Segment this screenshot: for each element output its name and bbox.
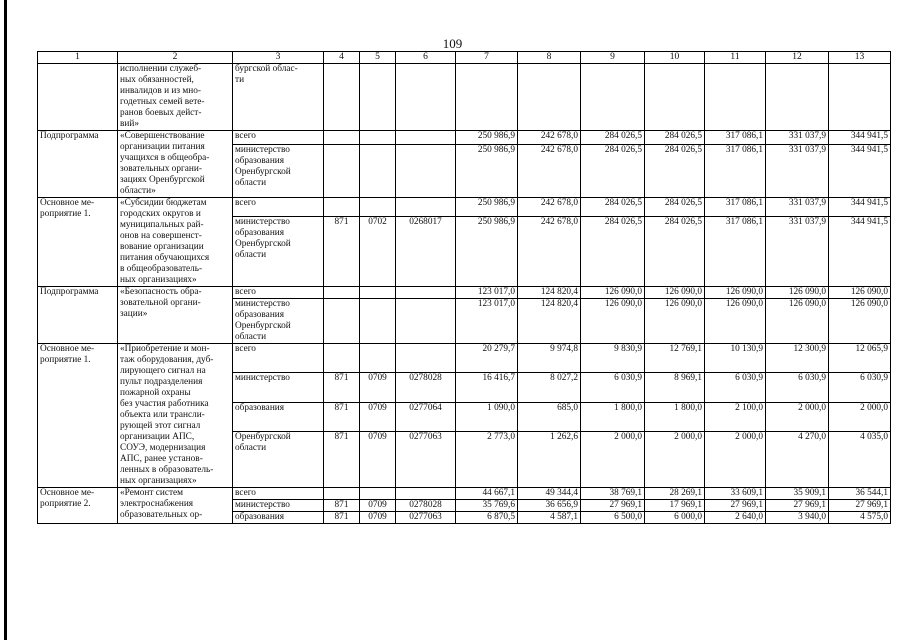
amount-cell: 284 026,5 (581, 145, 645, 198)
amount-cell: 6 030,9 (581, 373, 645, 402)
amount-cell: 6 030,9 (705, 373, 766, 402)
amount-cell: 284 026,5 (645, 216, 705, 286)
rz-pr-code: 0709 (360, 431, 396, 487)
amount-cell: 4 575,0 (829, 512, 891, 524)
executor-label: всего (233, 344, 324, 373)
grbs-code (324, 198, 360, 217)
item-name: «Совершенствование организации питания учащихся в общеобра- зовательных органи- зациях Оренбургской области» (118, 131, 233, 198)
page-number: 109 (442, 36, 463, 51)
column-header: 9 (581, 52, 645, 64)
csr-code: 0277063 (396, 431, 456, 487)
amount-cell: 16 416,7 (456, 373, 518, 402)
csr-code (396, 131, 456, 145)
amount-cell: 4 587,1 (518, 512, 581, 524)
amount-cell: 284 026,5 (645, 145, 705, 198)
rz-pr-code: 0709 (360, 402, 396, 431)
executor-label: образования (233, 512, 324, 524)
amount-cell: 12 065,9 (829, 344, 891, 373)
item-status: Подпрограмма (38, 287, 118, 344)
csr-code: 0268017 (396, 216, 456, 286)
grbs-code: 871 (324, 402, 360, 431)
amount-cell: 44 667,1 (456, 488, 518, 500)
table-row (38, 198, 891, 217)
grbs-code: 871 (324, 512, 360, 524)
rz-pr-code: 0709 (360, 500, 396, 512)
column-header: 13 (829, 52, 891, 64)
page-binding-line (4, 0, 7, 640)
item-name: исполнении служеб- ных обязанностей, инвалидов и из мно- годетных семей вете- ранов боевых дейст- вий» (118, 64, 233, 131)
csr-code: 0277063 (396, 512, 456, 524)
amount-cell: 6 870,5 (456, 512, 518, 524)
rz-pr-code (360, 344, 396, 373)
amount-cell: 284 026,5 (645, 198, 705, 217)
amount-cell: 8 027,2 (518, 373, 581, 402)
column-header: 2 (118, 52, 233, 64)
column-header: 7 (456, 52, 518, 64)
table-body (38, 52, 891, 524)
amount-cell: 317 086,1 (705, 131, 766, 145)
rz-pr-code (360, 299, 396, 344)
amount-cell: 331 037,9 (766, 145, 829, 198)
executor-label: министерство (233, 373, 324, 402)
amount-cell: 6 500,0 (581, 512, 645, 524)
amount-cell: 242 678,0 (518, 216, 581, 286)
item-name: «Приобретение и мон- таж оборудования, дуб- лирующего сигнал на пульт подразделения пожарной охраны без участия работника объекта или трансли- рующей этот сигнал организации АПС, СОУЭ, модернизация АПС, ранее установ- ленных в образователь- ных организациях» (118, 344, 233, 488)
amount-cell: 284 026,5 (645, 131, 705, 145)
rz-pr-code: 0709 (360, 373, 396, 402)
amount-cell: 317 086,1 (705, 216, 766, 286)
rz-pr-code (360, 287, 396, 299)
amount-cell: 9 830,9 (581, 344, 645, 373)
amount-cell: 124 820,4 (518, 287, 581, 299)
executor-label: министерство образования Оренбургской области (233, 145, 324, 198)
amount-cell: 20 279,7 (456, 344, 518, 373)
amount-cell: 126 090,0 (829, 299, 891, 344)
column-header: 8 (518, 52, 581, 64)
rz-pr-code (360, 488, 396, 500)
item-name: «Субсидии бюджетам городских округов и муниципальных рай- онов на совершенст- вование организации питания обучающихся в общеобразователь- ных организациях» (118, 198, 233, 287)
csr-code (396, 299, 456, 344)
executor-label: министерство образования Оренбургской области (233, 216, 324, 286)
amount-cell: 126 090,0 (766, 299, 829, 344)
amount-cell: 250 986,9 (456, 216, 518, 286)
amount-cell: 36 656,9 (518, 500, 581, 512)
empty-cell (396, 64, 456, 131)
empty-cell (766, 64, 829, 131)
header-row (38, 52, 891, 64)
amount-cell: 6 000,0 (645, 512, 705, 524)
amount-cell: 284 026,5 (581, 198, 645, 217)
grbs-code (324, 299, 360, 344)
amount-cell: 2 000,0 (705, 431, 766, 487)
executor-label: всего (233, 488, 324, 500)
item-status: Подпрограмма (38, 131, 118, 198)
amount-cell: 331 037,9 (766, 216, 829, 286)
grbs-code: 871 (324, 431, 360, 487)
table-row (38, 64, 891, 131)
amount-cell: 317 086,1 (705, 198, 766, 217)
amount-cell: 8 969,1 (645, 373, 705, 402)
amount-cell: 284 026,5 (581, 131, 645, 145)
amount-cell: 242 678,0 (518, 131, 581, 145)
amount-cell: 124 820,4 (518, 299, 581, 344)
amount-cell: 2 000,0 (829, 402, 891, 431)
empty-cell (456, 64, 518, 131)
empty-cell (829, 64, 891, 131)
grbs-code (324, 287, 360, 299)
column-header: 11 (705, 52, 766, 64)
empty-cell (645, 64, 705, 131)
amount-cell: 36 544,1 (829, 488, 891, 500)
amount-cell: 1 800,0 (645, 402, 705, 431)
amount-cell: 126 090,0 (766, 287, 829, 299)
amount-cell: 126 090,0 (581, 287, 645, 299)
executor-label: образования (233, 402, 324, 431)
column-header: 4 (324, 52, 360, 64)
rz-pr-code (360, 145, 396, 198)
executor-label: всего (233, 198, 324, 217)
amount-cell: 123 017,0 (456, 299, 518, 344)
grbs-code: 871 (324, 500, 360, 512)
amount-cell: 1 262,6 (518, 431, 581, 487)
amount-cell: 27 969,1 (766, 500, 829, 512)
amount-cell: 1 090,0 (456, 402, 518, 431)
amount-cell: 344 941,5 (829, 145, 891, 198)
amount-cell: 6 030,9 (766, 373, 829, 402)
column-header: 3 (233, 52, 324, 64)
empty-cell (518, 64, 581, 131)
amount-cell: 2 640,0 (705, 512, 766, 524)
csr-code (396, 344, 456, 373)
amount-cell: 4 270,0 (766, 431, 829, 487)
amount-cell: 250 986,9 (456, 145, 518, 198)
executor-label: министерство образования Оренбургской области (233, 299, 324, 344)
amount-cell: 2 773,0 (456, 431, 518, 487)
rz-pr-code (360, 198, 396, 217)
grbs-code (324, 145, 360, 198)
item-name: «Безопасность обра- зовательной органи- зации» (118, 287, 233, 344)
amount-cell: 10 130,9 (705, 344, 766, 373)
amount-cell: 1 800,0 (581, 402, 645, 431)
amount-cell: 344 941,5 (829, 216, 891, 286)
item-status: Основное ме- роприятие 1. (38, 198, 118, 287)
rz-pr-code (360, 131, 396, 145)
executor-label: бургской облас- ти (233, 64, 324, 131)
amount-cell: 250 986,9 (456, 198, 518, 217)
item-status (38, 64, 118, 131)
amount-cell: 17 969,1 (645, 500, 705, 512)
executor-label: всего (233, 131, 324, 145)
amount-cell: 126 090,0 (829, 287, 891, 299)
amount-cell: 123 017,0 (456, 287, 518, 299)
amount-cell: 126 090,0 (705, 287, 766, 299)
amount-cell: 12 769,1 (645, 344, 705, 373)
amount-cell: 33 609,1 (705, 488, 766, 500)
amount-cell: 344 941,5 (829, 131, 891, 145)
table-row (38, 344, 891, 373)
amount-cell: 126 090,0 (705, 299, 766, 344)
amount-cell: 242 678,0 (518, 145, 581, 198)
column-header: 10 (645, 52, 705, 64)
grbs-code (324, 344, 360, 373)
csr-code: 0277064 (396, 402, 456, 431)
amount-cell: 49 344,4 (518, 488, 581, 500)
executor-label: Оренбургской области (233, 431, 324, 487)
amount-cell: 250 986,9 (456, 131, 518, 145)
csr-code (396, 488, 456, 500)
csr-code: 0278028 (396, 500, 456, 512)
executor-label: министерство (233, 500, 324, 512)
amount-cell: 126 090,0 (645, 299, 705, 344)
table-row (38, 287, 891, 299)
table-row (38, 131, 891, 145)
item-status: Основное ме- роприятие 1. (38, 344, 118, 488)
amount-cell: 27 969,1 (705, 500, 766, 512)
amount-cell: 2 000,0 (766, 402, 829, 431)
amount-cell: 9 974,8 (518, 344, 581, 373)
amount-cell: 242 678,0 (518, 198, 581, 217)
budget-table (37, 51, 891, 524)
rz-pr-code: 0702 (360, 216, 396, 286)
item-name: «Ремонт систем электроснабжения образовательных ор- (118, 488, 233, 524)
grbs-code: 871 (324, 216, 360, 286)
amount-cell: 2 100,0 (705, 402, 766, 431)
empty-cell (581, 64, 645, 131)
item-status: Основное ме- роприятие 2. (38, 488, 118, 524)
amount-cell: 344 941,5 (829, 198, 891, 217)
amount-cell: 685,0 (518, 402, 581, 431)
amount-cell: 12 300,9 (766, 344, 829, 373)
amount-cell: 2 000,0 (581, 431, 645, 487)
grbs-code (324, 488, 360, 500)
amount-cell: 28 269,1 (645, 488, 705, 500)
column-header: 6 (396, 52, 456, 64)
amount-cell: 2 000,0 (645, 431, 705, 487)
amount-cell: 331 037,9 (766, 131, 829, 145)
csr-code: 0278028 (396, 373, 456, 402)
csr-code (396, 198, 456, 217)
amount-cell: 331 037,9 (766, 198, 829, 217)
column-header: 12 (766, 52, 829, 64)
amount-cell: 38 769,1 (581, 488, 645, 500)
csr-code (396, 287, 456, 299)
amount-cell: 35 909,1 (766, 488, 829, 500)
amount-cell: 35 769,6 (456, 500, 518, 512)
grbs-code (324, 131, 360, 145)
column-header: 5 (360, 52, 396, 64)
amount-cell: 4 035,0 (829, 431, 891, 487)
empty-cell (705, 64, 766, 131)
executor-label: всего (233, 287, 324, 299)
empty-cell (324, 64, 360, 131)
empty-cell (360, 64, 396, 131)
rz-pr-code: 0709 (360, 512, 396, 524)
amount-cell: 126 090,0 (645, 287, 705, 299)
amount-cell: 27 969,1 (829, 500, 891, 512)
table-row (38, 488, 891, 500)
amount-cell: 284 026,5 (581, 216, 645, 286)
amount-cell: 3 940,0 (766, 512, 829, 524)
csr-code (396, 145, 456, 198)
column-header: 1 (38, 52, 118, 64)
amount-cell: 126 090,0 (581, 299, 645, 344)
amount-cell: 6 030,9 (829, 373, 891, 402)
amount-cell: 27 969,1 (581, 500, 645, 512)
grbs-code: 871 (324, 373, 360, 402)
amount-cell: 317 086,1 (705, 145, 766, 198)
